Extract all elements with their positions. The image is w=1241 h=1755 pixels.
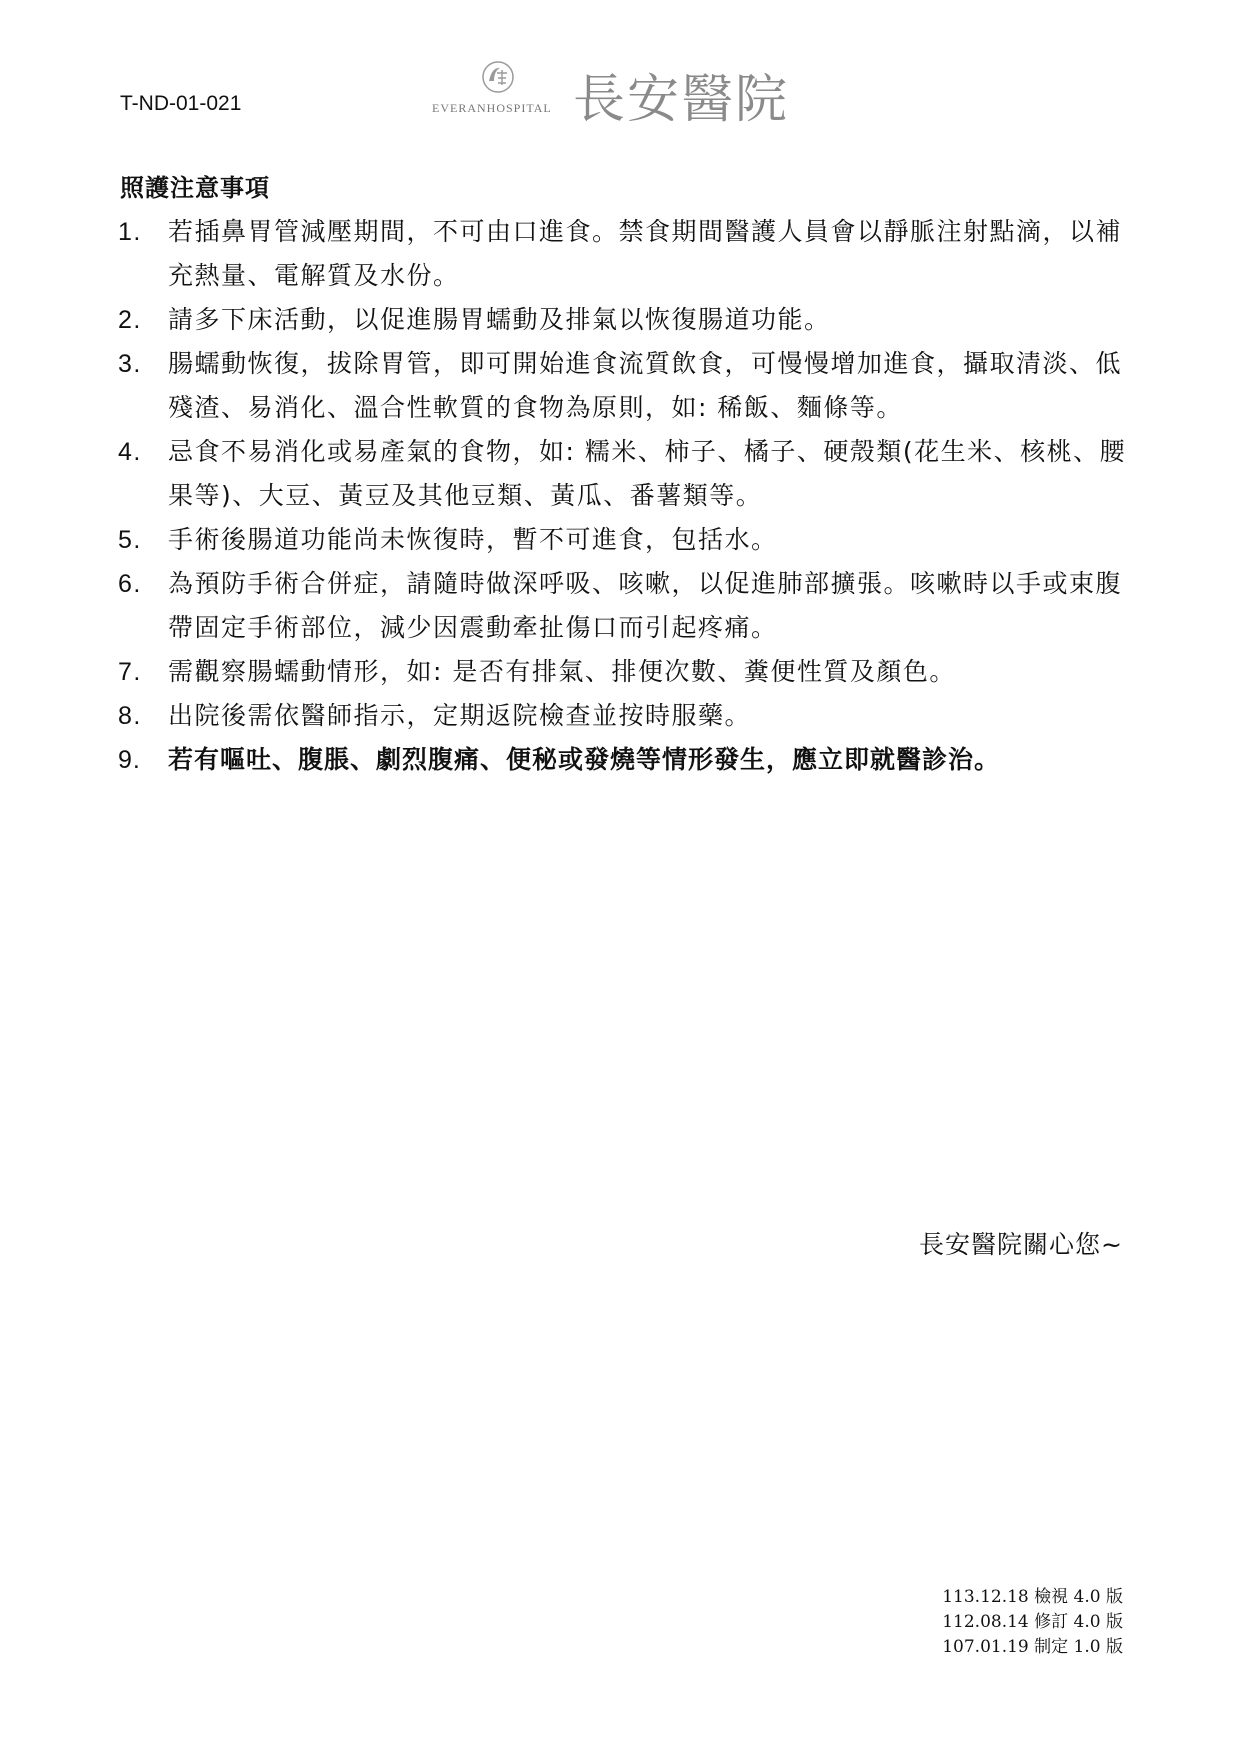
list-item	[118, 694, 1128, 738]
item-text: 手術後腸道功能尚未恢復時，暫不可進食，包括水。	[168, 525, 778, 554]
item-text: 需觀察腸蠕動情形，如: 是否有排氣、排便次數、糞便性質及顏色。	[168, 657, 956, 686]
list-item	[118, 298, 1128, 342]
section-title: 照護注意事項	[120, 174, 270, 202]
revision-line: 107.01.19 制定 1.0 版	[942, 1637, 1123, 1657]
item-number: 7.	[118, 658, 142, 686]
item-number: 4.	[118, 438, 142, 466]
revision-line: 113.12.18 檢視 4.0 版	[942, 1587, 1123, 1607]
list-item	[118, 430, 1128, 518]
closing-message: 長安醫院關心您~	[919, 1230, 1123, 1259]
hospital-logo	[430, 55, 830, 130]
list-item-warning	[118, 738, 1128, 782]
item-text: 若插鼻胃管減壓期間，不可由口進食。禁食期間醫護人員會以靜脈注射點滴，以補充熱量、電解質及水份。	[168, 217, 1123, 290]
logo-english-name: EVERANHOSPITAL	[432, 101, 552, 115]
care-instructions-list	[118, 210, 1128, 782]
item-text: 若有嘔吐、腹脹、劇烈腹痛、便秘或發燒等情形發生，應立即就醫診治。	[168, 745, 1001, 774]
logo-chinese-name: 長安醫院	[573, 70, 790, 130]
item-number: 8.	[118, 702, 142, 730]
item-text: 為預防手術合併症，請隨時做深呼吸、咳嗽，以促進肺部擴張。咳嗽時以手或束腹帶固定手術部位，減少因震動牽扯傷口而引起疼痛。	[168, 569, 1123, 642]
list-item	[118, 650, 1128, 694]
item-number: 3.	[118, 350, 142, 378]
item-number: 1.	[118, 218, 142, 246]
item-text: 出院後需依醫師指示，定期返院檢查並按時服藥。	[168, 701, 752, 730]
item-text: 請多下床活動，以促進腸胃蠕動及排氣以恢復腸道功能。	[168, 305, 831, 334]
document-code: T-ND-01-021	[120, 92, 242, 115]
list-item	[118, 342, 1128, 430]
revision-line: 112.08.14 修訂 4.0 版	[942, 1612, 1123, 1632]
item-number: 9.	[118, 746, 141, 774]
list-item	[118, 210, 1128, 298]
hospital-emblem-icon	[480, 59, 516, 95]
list-item	[118, 518, 1128, 562]
list-item	[118, 562, 1128, 650]
item-number: 5.	[118, 526, 142, 554]
item-number: 2.	[118, 306, 142, 334]
item-number: 6.	[118, 570, 142, 598]
item-text: 腸蠕動恢復，拔除胃管，即可開始進食流質飲食，可慢慢增加進食，攝取清淡、低殘渣、易消化、溫合性軟質的食物為原則，如: 稀飯、麵條等。	[168, 349, 1123, 422]
item-text: 忌食不易消化或易產氣的食物，如: 糯米、柿子、橘子、硬殼類(花生米、核桃、腰果等)、大豆、黃豆及其他豆類、黃瓜、番薯類等。	[168, 437, 1127, 510]
revision-history	[942, 1585, 1123, 1660]
